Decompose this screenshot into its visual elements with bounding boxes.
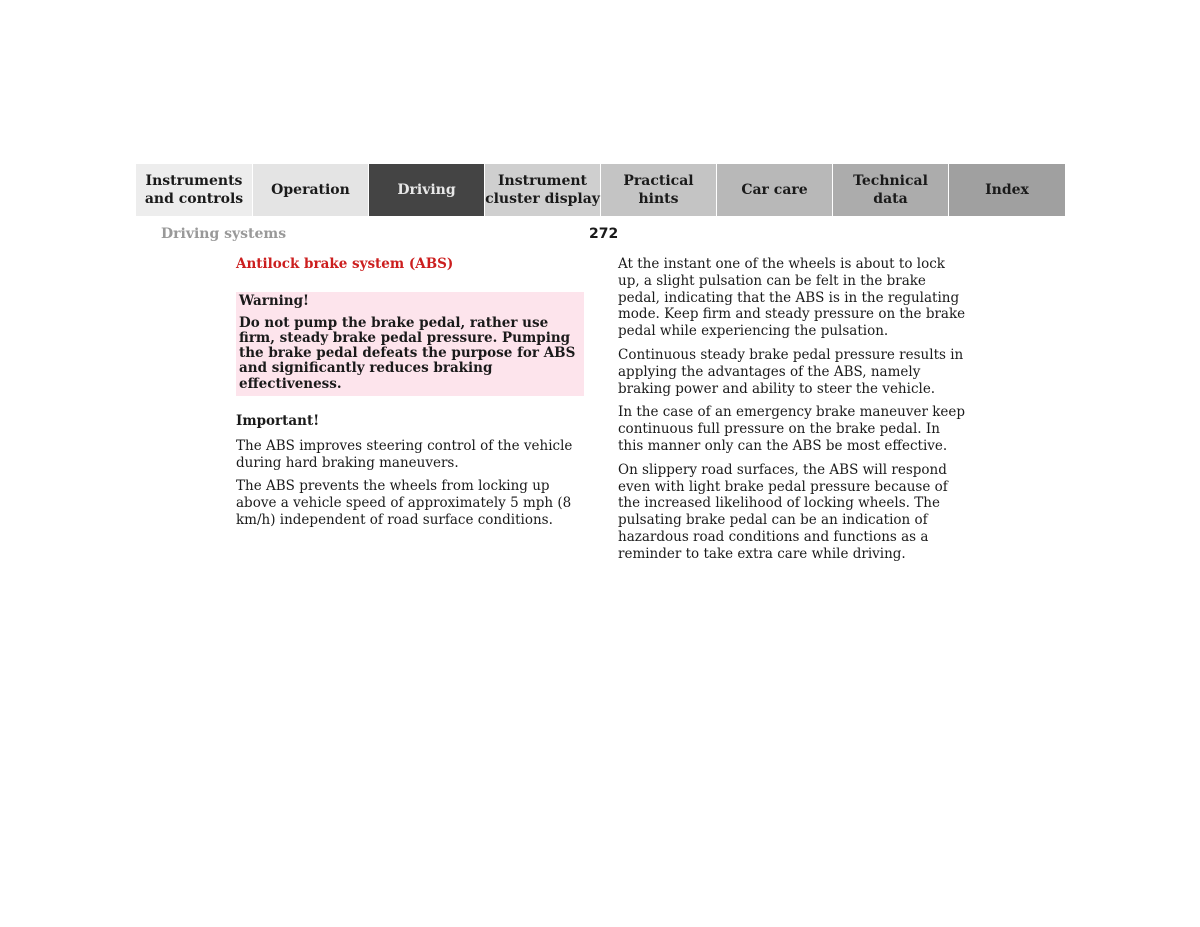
left-column — [236, 256, 584, 536]
chapter-nav — [136, 164, 1065, 216]
tab-label: Driving — [397, 182, 456, 198]
tab-index[interactable] — [949, 164, 1065, 216]
page-number: 272 — [589, 226, 619, 242]
section-heading: Antilock brake system (ABS) — [236, 256, 454, 272]
tab-label: Instrument cluster display — [485, 173, 600, 207]
warning-text: Do not pump the brake pedal, rather use firm, steady brake pedal pressure. Pumping the brake pedal defeats the purpose for ABS and significantly reduces braking effectiveness. — [239, 314, 576, 392]
paragraph: Continuous steady brake pedal pressure results in applying the advantages of the ABS, namely braking power and ability to steer the vehicle. — [618, 346, 964, 397]
tab-technical-data[interactable] — [833, 164, 949, 216]
paragraph: At the instant one of the wheels is about to lock up, a slight pulsation can be felt in the brake pedal, indicating that the ABS is in the regulating mode. Keep firm and steady pressure on the brake pedal while experiencing the pulsation. — [618, 256, 966, 340]
tab-label: Operation — [271, 182, 350, 198]
paragraph: The ABS improves steering control of the vehicle during hard braking maneuvers. — [236, 437, 573, 471]
right-column — [618, 256, 968, 570]
tab-car-care[interactable] — [717, 164, 833, 216]
tab-instrument-cluster-display[interactable] — [485, 164, 601, 216]
important-label: Important! — [236, 413, 320, 430]
tab-instruments-and-controls[interactable] — [136, 164, 253, 216]
tab-operation[interactable] — [253, 164, 369, 216]
section-title: Driving systems — [161, 226, 287, 242]
tab-label: Technical data — [853, 173, 928, 207]
paragraph: The ABS prevents the wheels from locking up above a vehicle speed of approximately 5 mph (8 km/h) independent of road surface conditions. — [236, 478, 572, 529]
tab-driving[interactable] — [369, 164, 485, 216]
tab-label: Practical hints — [623, 173, 694, 207]
tab-practical-hints[interactable] — [601, 164, 717, 216]
warning-box — [236, 292, 584, 396]
tab-label: Instruments and controls — [144, 173, 244, 207]
paragraph: On slippery road surfaces, the ABS will respond even with light brake pedal pressure because of the increased likelihood of locking wheels. The pulsating brake pedal can be an indication of hazardous road conditions and functions as a reminder to take extra care while driving. — [618, 461, 948, 562]
paragraph: In the case of an emergency brake maneuver keep continuous full pressure on the brake pedal. In this manner only can the ABS be most effective. — [618, 404, 966, 454]
tab-label: Car care — [741, 182, 808, 198]
tab-label: Index — [985, 182, 1029, 198]
warning-title: Warning! — [239, 292, 309, 309]
